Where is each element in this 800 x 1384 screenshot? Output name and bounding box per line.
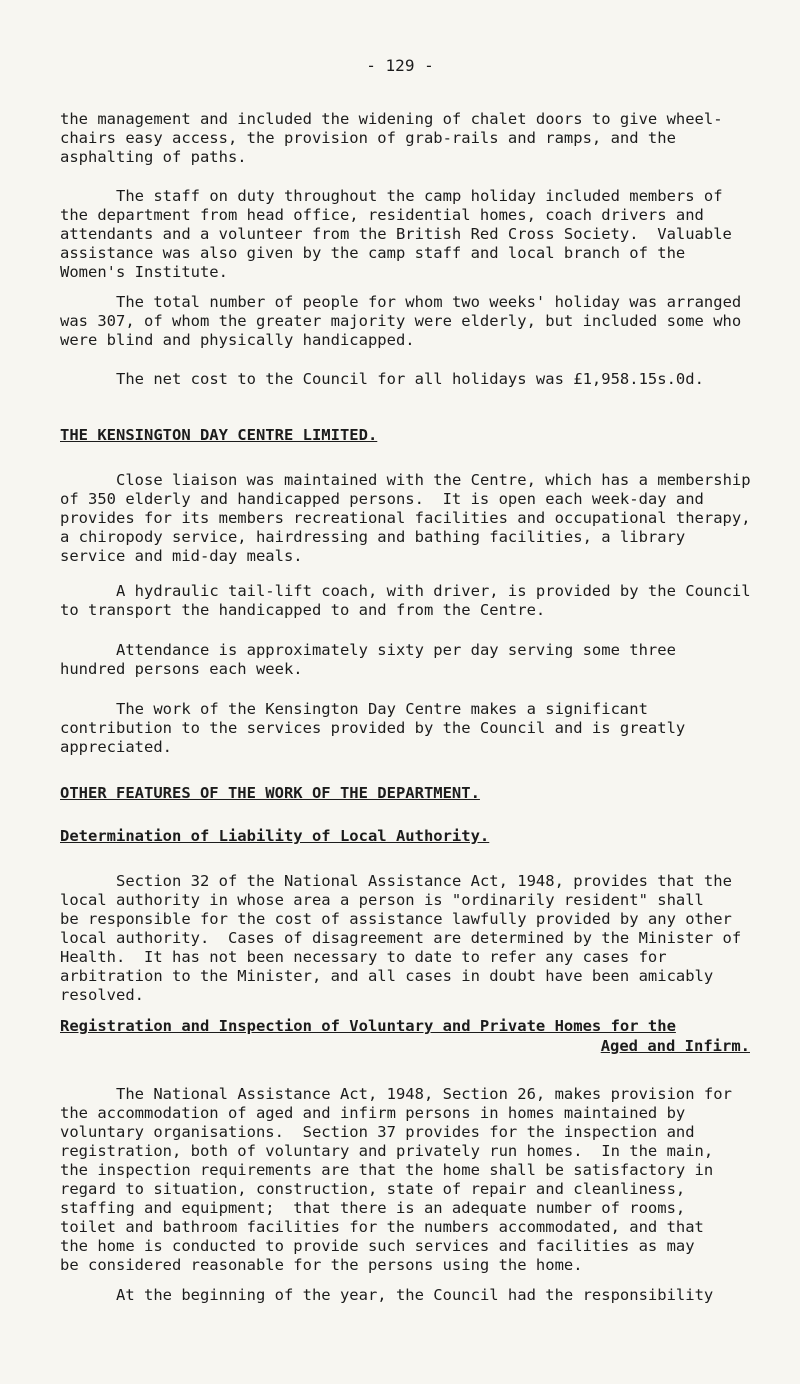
paragraph-holiday-total: The total number of people for whom two weeks' holiday was arranged was 307, of whom the greater majority were elderly, but included some who were blind and physically handicapped. <box>60 293 742 349</box>
paragraph-beginning-of-year: At the beginning of the year, the Council had the responsibility <box>60 1286 714 1304</box>
paragraph-net-cost: The net cost to the Council for all holidays was £1,958.15s.0d. <box>60 370 704 388</box>
paragraph-chalet-improvements: the management and included the widening of chalet doors to give wheel- chairs easy access, the provision of grab-rails and ramps, and the asphalting of paths. <box>60 110 723 166</box>
heading-determination-liability: Determination of Liability of Local Authority. <box>60 827 490 845</box>
paragraph-centre-liaison: Close liaison was maintained with the Centre, which has a membership of 350 elderly and handicapped persons. It is open each week-day and provides for its members recreational facilities and occupational therapy, a chiropody service, hairdressing and bathing facilities, a library service and mid-day meals. <box>60 471 751 565</box>
heading-kensington-day-centre: THE KENSINGTON DAY CENTRE LIMITED. <box>60 426 378 444</box>
paragraph-tail-lift-coach: A hydraulic tail-lift coach, with driver, is provided by the Council to transport the handicapped to and from the Centre. <box>60 582 751 619</box>
paragraph-section-32: Section 32 of the National Assistance Act, 1948, provides that the local authority in whose area a person is "ordinarily resident" shall be responsible for the cost of assistance lawfully provided by any other local authority. Cases of disagreement are determined by the Minister of Health. It has not been necessary to date to refer any cases for arbitration to the Minister, and all cases in doubt have been amicably resolved. <box>60 872 742 1004</box>
paragraph-attendance: Attendance is approximately sixty per day serving some three hundred persons each week. <box>60 641 676 678</box>
heading-registration-inspection: Registration and Inspection of Voluntary and Private Homes for the <box>60 1017 676 1035</box>
page-number: - 129 - <box>366 56 434 75</box>
paragraph-camp-staff: The staff on duty throughout the camp holiday included members of the department from head office, residential homes, coach drivers and attendants and a volunteer from the British Red Cross Society. Valuable assistance was also given by the camp staff and local branch of the Women's Institute. <box>60 187 732 281</box>
heading-other-features: OTHER FEATURES OF THE WORK OF THE DEPARTMENT. <box>60 784 480 802</box>
heading-aged-infirm: Aged and Infirm. <box>600 1037 750 1055</box>
paragraph-centre-contribution: The work of the Kensington Day Centre makes a significant contribution to the services provided by the Council and is greatly appreciated. <box>60 700 686 756</box>
paragraph-section-26-37: The National Assistance Act, 1948, Section 26, makes provision for the accommodation of aged and infirm persons in homes maintained by voluntary organisations. Section 37 provides for the inspection and registration, both of voluntary and privately run homes. In the main, the inspection requirements are that the home shall be satisfactory in regard to situation, construction, state of repair and cleanliness, staffing and equipment; that there is an adequate number of rooms, toilet and bathroom facilities for the numbers accommodated, and that the home is conducted to provide such services and facilities as may be considered reasonable for the persons using the home. <box>60 1085 732 1274</box>
